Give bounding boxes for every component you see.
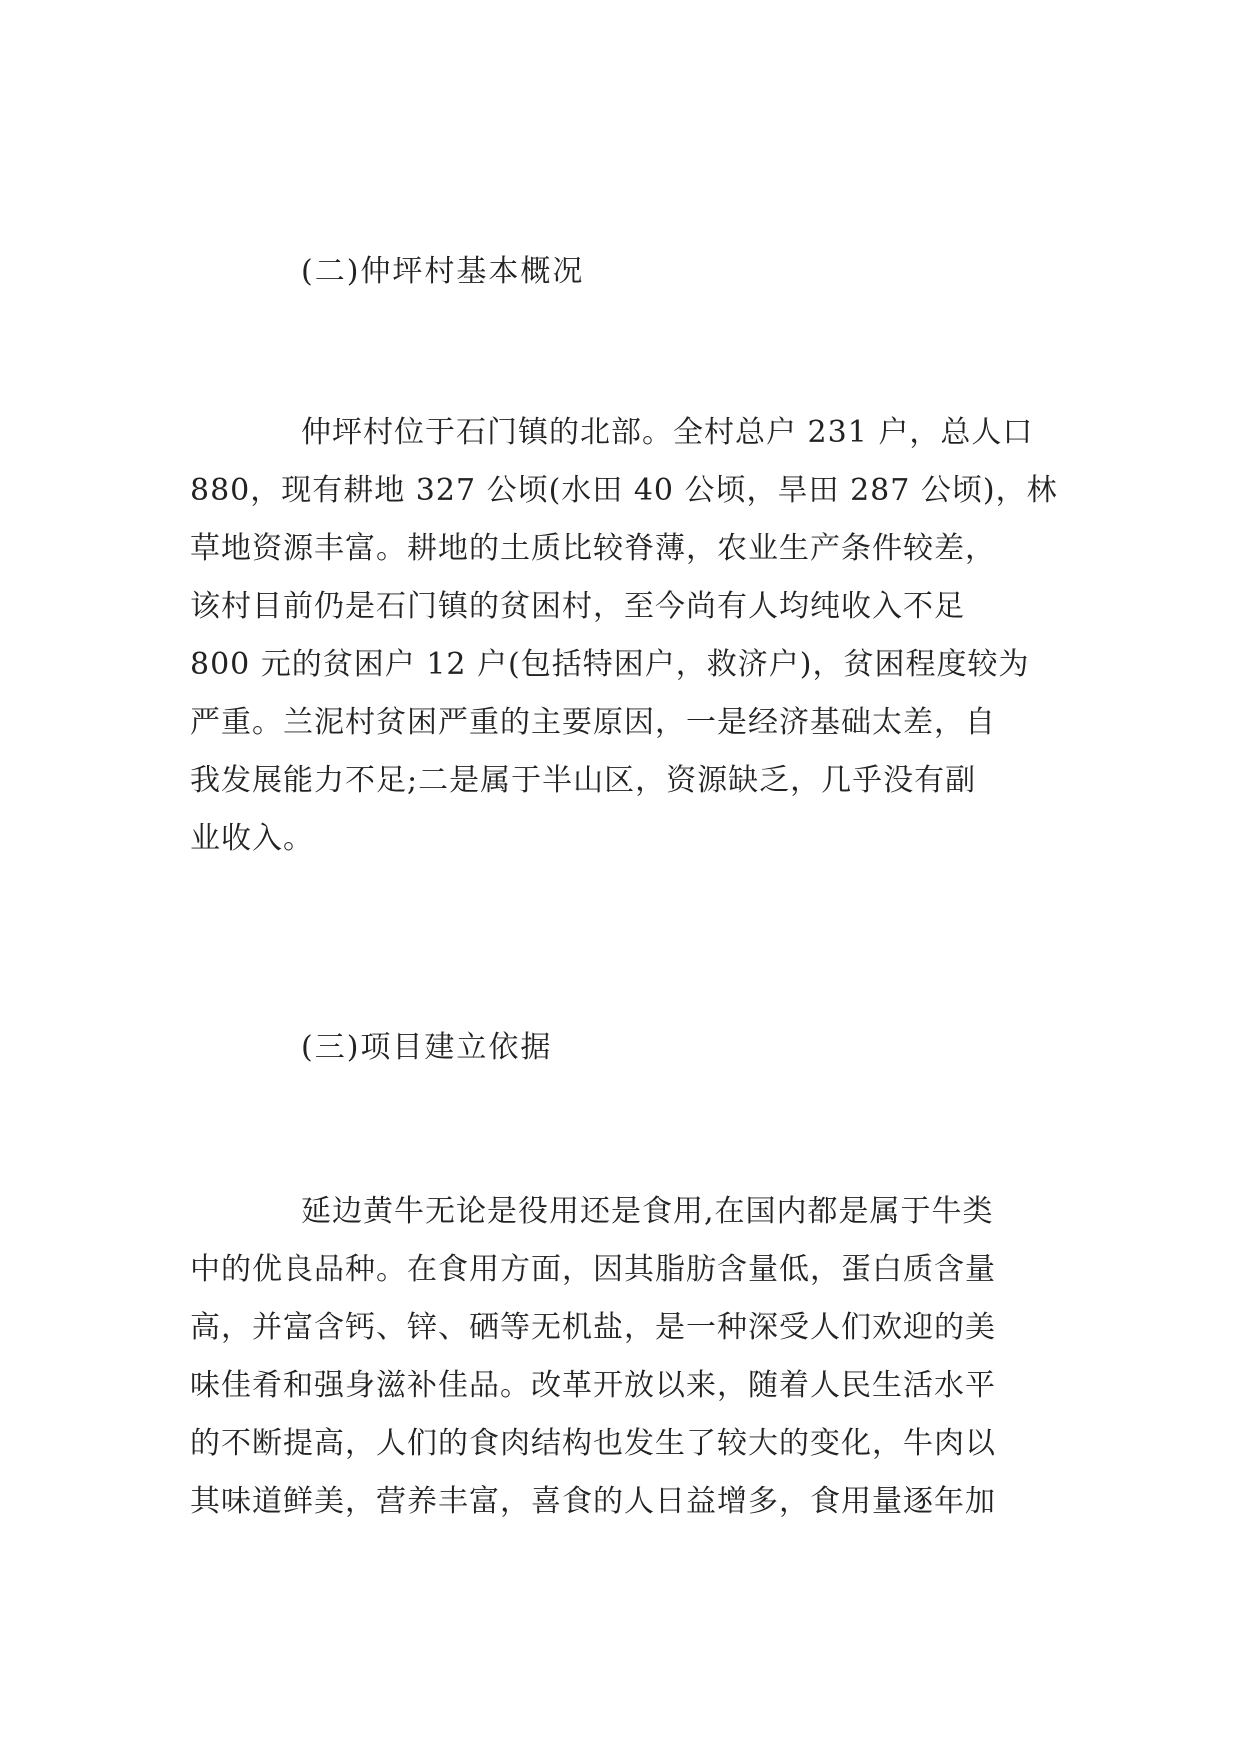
paragraph-line: 延边黄牛无论是役用还是食用,在国内都是属于牛类 (301, 1194, 994, 1229)
section-heading-project-basis: (三)项目建立依据 (301, 1030, 553, 1065)
paragraph-village-overview (190, 404, 1056, 868)
paragraph-line: 中的优良品种。在食用方面，因其脂肪含量低，蛋白质含量 (190, 1252, 996, 1287)
paragraph-line: 味佳肴和强身滋补佳品。改革开放以来，随着人民生活水平 (190, 1368, 996, 1403)
paragraph-line: 草地资源丰富。耕地的土质比较脊薄，农业生产条件较差， (190, 531, 996, 566)
paragraph-line: 其味道鲜美，营养丰富，喜食的人日益增多，食用量逐年加 (190, 1484, 996, 1519)
paragraph-line: 仲坪村位于石门镇的北部。全村总户 231 户，总人口 (301, 415, 1034, 450)
paragraph-line: 业收入。 (190, 821, 314, 856)
paragraph-project-basis (190, 1183, 1056, 1531)
section-heading-village-overview: (二)仲坪村基本概况 (301, 254, 585, 289)
paragraph-line: 该村目前仍是石门镇的贫困村，至今尚有人均纯收入不足 (190, 589, 965, 624)
paragraph-line: 880，现有耕地 327 公顷(水田 40 公顷，旱田 287 公顷)，林 (190, 473, 1058, 508)
paragraph-line: 我发展能力不足;二是属于半山区，资源缺乏，几乎没有副 (190, 763, 977, 798)
paragraph-line: 严重。兰泥村贫困严重的主要原因，一是经济基础太差，自 (190, 705, 996, 740)
paragraph-line: 800 元的贫困户 12 户(包括特困户，救济户)，贫困程度较为 (190, 647, 1030, 682)
paragraph-line: 高，并富含钙、锌、硒等无机盐，是一种深受人们欢迎的美 (190, 1310, 996, 1345)
paragraph-line: 的不断提高，人们的食肉结构也发生了较大的变化，牛肉以 (190, 1426, 996, 1461)
